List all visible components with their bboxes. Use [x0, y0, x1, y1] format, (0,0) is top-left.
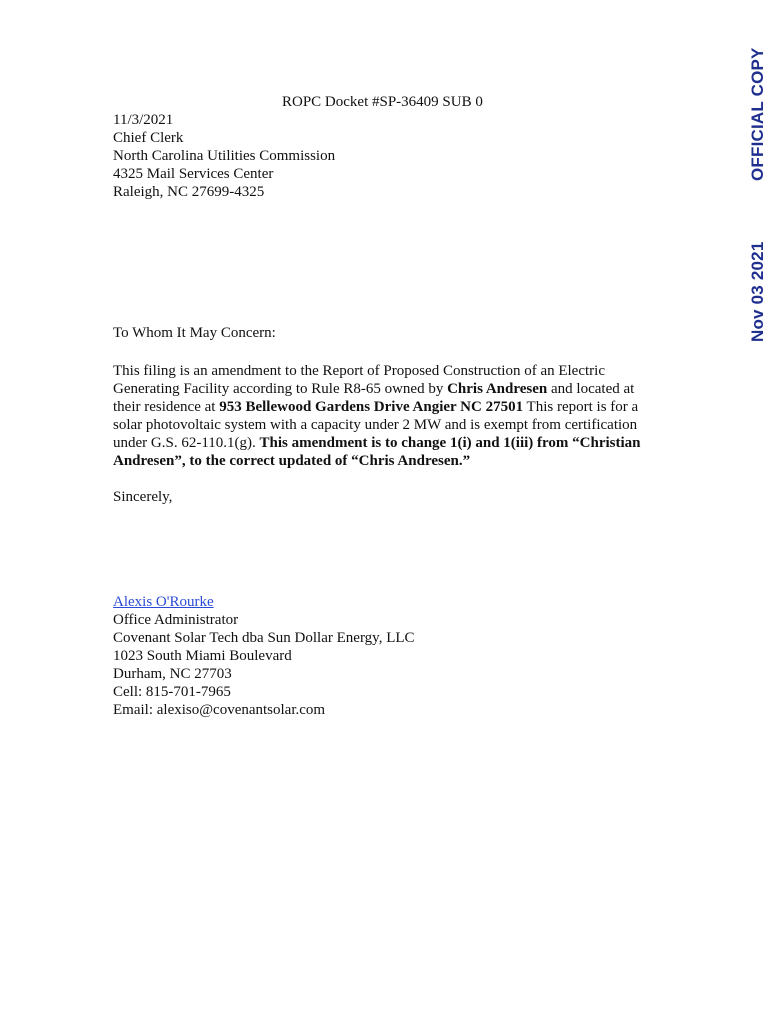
signer-email: Email: alexiso@covenantsolar.com — [113, 702, 326, 718]
body-exempt: This report is for a solar photovoltaic system with a capacity under 2 MW and is exempt from certification under G.S. 62-110.1(g). — [113, 399, 639, 451]
site-address: 953 Bellewood Gardens Drive Angier NC 27501 — [219, 399, 524, 415]
body-intro: This filing is an amendment to the Report of Proposed Construction of an Electric Generating Facility according to Rule R8-65 owned by — [113, 363, 605, 397]
recipient-organization: North Carolina Utilities Commission — [113, 148, 336, 164]
body-paragraph — [113, 362, 653, 470]
signer-city: Durham, NC 27703 — [113, 666, 232, 682]
recipient-city: Raleigh, NC 27699-4325 — [113, 184, 265, 200]
greeting: To Whom It May Concern: — [113, 325, 276, 341]
amendment-statement: This amendment is to change 1(i) and 1(iii) from “Christian Andresen”, to the correct updated of “Chris Andresen.” — [113, 435, 641, 469]
letter-date: 11/3/2021 — [113, 112, 174, 128]
signer-cell: Cell: 815-701-7965 — [113, 684, 231, 700]
filed-date-stamp: Nov 03 2021 — [748, 241, 767, 342]
closing: Sincerely, — [113, 489, 173, 505]
signature-name-link[interactable]: Alexis O'Rourke — [113, 594, 214, 610]
docket-number: ROPC Docket #SP-36409 SUB 0 — [282, 94, 483, 110]
body-mid: and located at their residence at — [113, 381, 635, 415]
signer-company: Covenant Solar Tech dba Sun Dollar Energy, LLC — [113, 630, 415, 646]
signer-title: Office Administrator — [113, 612, 239, 628]
signer-street: 1023 South Miami Boulevard — [113, 648, 292, 664]
recipient-title: Chief Clerk — [113, 130, 184, 146]
signature-block — [113, 593, 415, 719]
official-copy-stamp: OFFICIAL COPY — [748, 47, 767, 181]
recipient-street: 4325 Mail Services Center — [113, 166, 274, 182]
recipient-address — [113, 111, 335, 201]
owner-name: Chris Andresen — [447, 381, 548, 397]
